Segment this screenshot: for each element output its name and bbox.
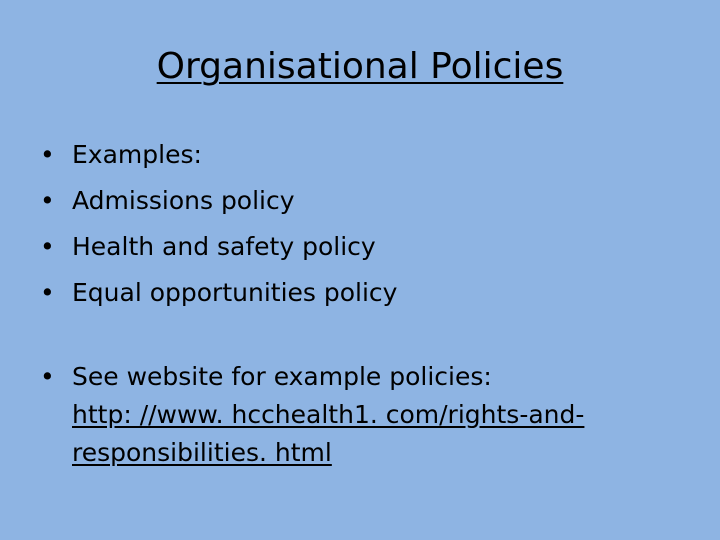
list-item (40, 132, 690, 178)
bullet-icon: • (40, 362, 55, 391)
policies-website-link[interactable] (72, 396, 632, 472)
link-line-1: http: //www. hcchealth1. com/rights-and- (72, 400, 585, 429)
list-item (40, 178, 690, 224)
policy-examples-list (40, 132, 690, 316)
list-item-text: Examples: (72, 140, 202, 169)
bullet-icon: • (40, 140, 55, 169)
bullet-icon: • (40, 186, 55, 215)
bullet-icon: • (40, 232, 55, 261)
slide-title: Organisational Policies (156, 46, 564, 87)
list-item (40, 358, 690, 472)
list-item-text: Equal opportunities policy (72, 278, 398, 307)
list-item-text: Admissions policy (72, 186, 295, 215)
list-item (40, 270, 690, 316)
list-item-text: Health and safety policy (72, 232, 376, 261)
link-line-2: responsibilities. html (72, 438, 332, 467)
website-note-text: See website for example policies: (72, 362, 492, 391)
website-note-list (40, 358, 690, 472)
list-item (40, 224, 690, 270)
bullet-icon: • (40, 278, 55, 307)
